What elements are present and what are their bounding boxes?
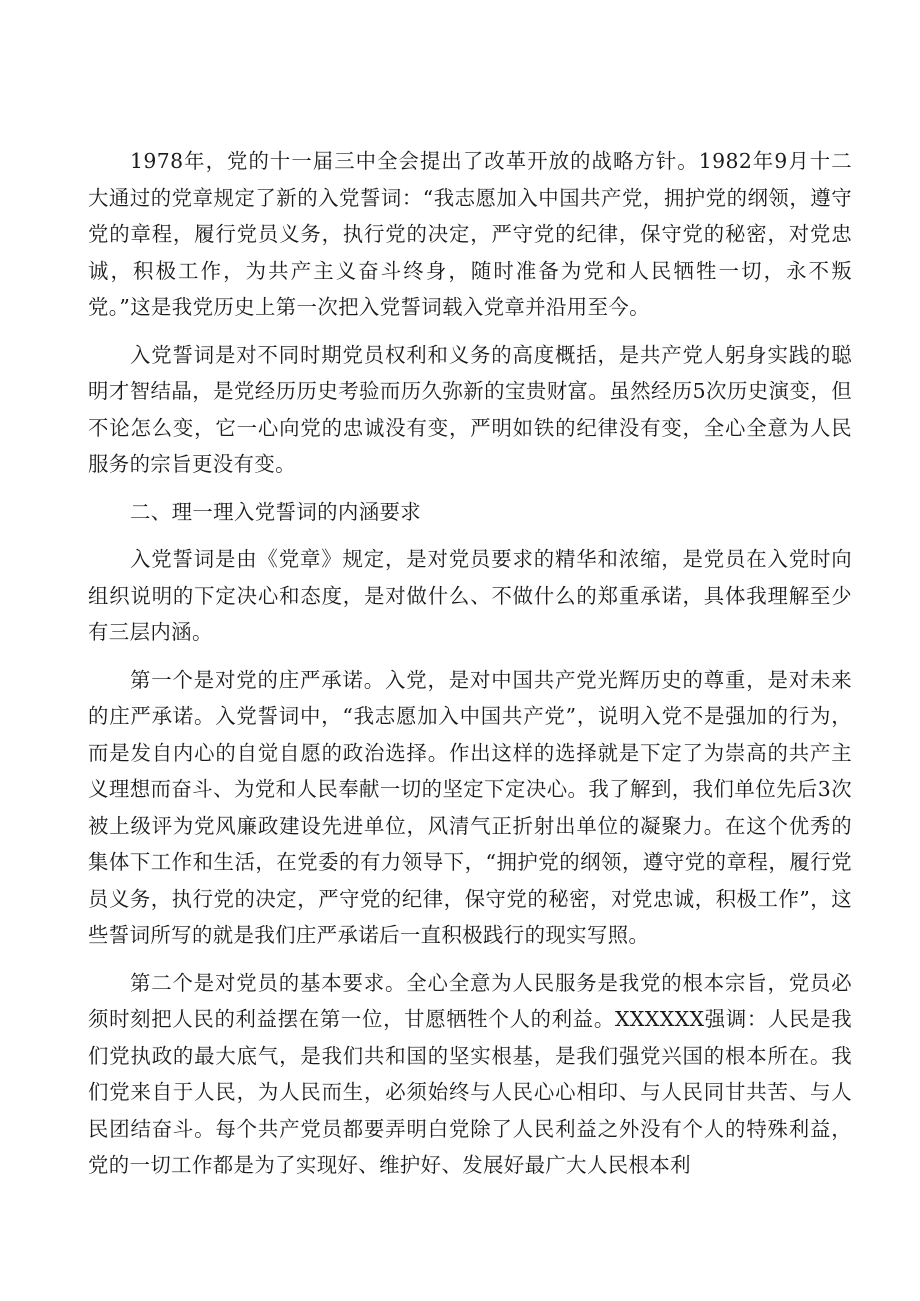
paragraph-oath-definition: 入党誓词是由《党章》规定，是对党员要求的精华和浓缩，是党员在入党时向组织说明的下定决心和态度，是对做什么、不做什么的郑重承诺，具体我理解至少有三层内涵。 [88, 547, 852, 644]
paragraph-second-meaning: 第二个是对党员的基本要求。全心全意为人民服务是我党的根本宗旨，党员必须时刻把人民的利益摆在第一位，甘愿牺牲个人的利益。XXXXXX强调：人民是我们党执政的最大底气，是我们共和国的坚实根基，是我们强党兴国的根本所在。我们党来自于人民，为人民而生，必须始终与人民心心相印、与人民同甘共苦、与人民团结奋斗。每个共产党员都要弄明白党除了人民利益之外没有个人的特殊利益，党的一切工作都是为了实现好、维护好、发展好最广大人民根本利 [88, 970, 852, 1177]
document-body [88, 143, 852, 1195]
paragraph-reform-oath: 1978年，党的十一届三中全会提出了改革开放的战略方针。1982年9月十二大通过的党章规定了新的入党誓词：“我志愿加入中国共产党，拥护党的纲领，遵守党的章程，履行党员义务，执行党的决定，严守党的纪律，保守党的秘密，对党忠诚，积极工作，为共产主义奋斗终身，随时准备为党和人民牺牲一切，永不叛党。”这是我党历史上第一次把入党誓词载入党章并沿用至今。 [88, 149, 852, 319]
paragraph-first-meaning: 第一个是对党的庄严承诺。入党，是对中国共产党光辉历史的尊重，是对未来的庄严承诺。入党誓词中，“我志愿加入中国共产党”，说明入党不是强加的行为，而是发自内心的自觉自愿的政治选择。作出这样的选择就是下定了为崇高的共产主义理想而奋斗、为党和人民奉献一切的坚定下定决心。我了解到，我们单位先后3次被上级评为党风廉政建设先进单位，风清气正折射出单位的凝聚力。在这个优秀的集体下工作和生活，在党委的有力领导下，“拥护党的纲领，遵守党的章程，履行党员义务，执行党的决定，严守党的纪律，保守党的秘密，对党忠诚，积极工作”，这些誓词所写的就是我们庄严承诺后一直积极践行的现实写照。 [88, 667, 852, 947]
section-heading: 二、理一理入党誓词的内涵要求 [130, 499, 422, 524]
paragraph-oath-summary: 入党誓词是对不同时期党员权利和义务的高度概括，是共产党人躬身实践的聪明才智结晶，是党经历历史考验而历久弥新的宝贵财富。虽然经历5次历史演变，但不论怎么变，它一心向党的忠诚没有变，严明如铁的纪律没有变，全心全意为人民服务的宗旨更没有变。 [88, 342, 852, 476]
